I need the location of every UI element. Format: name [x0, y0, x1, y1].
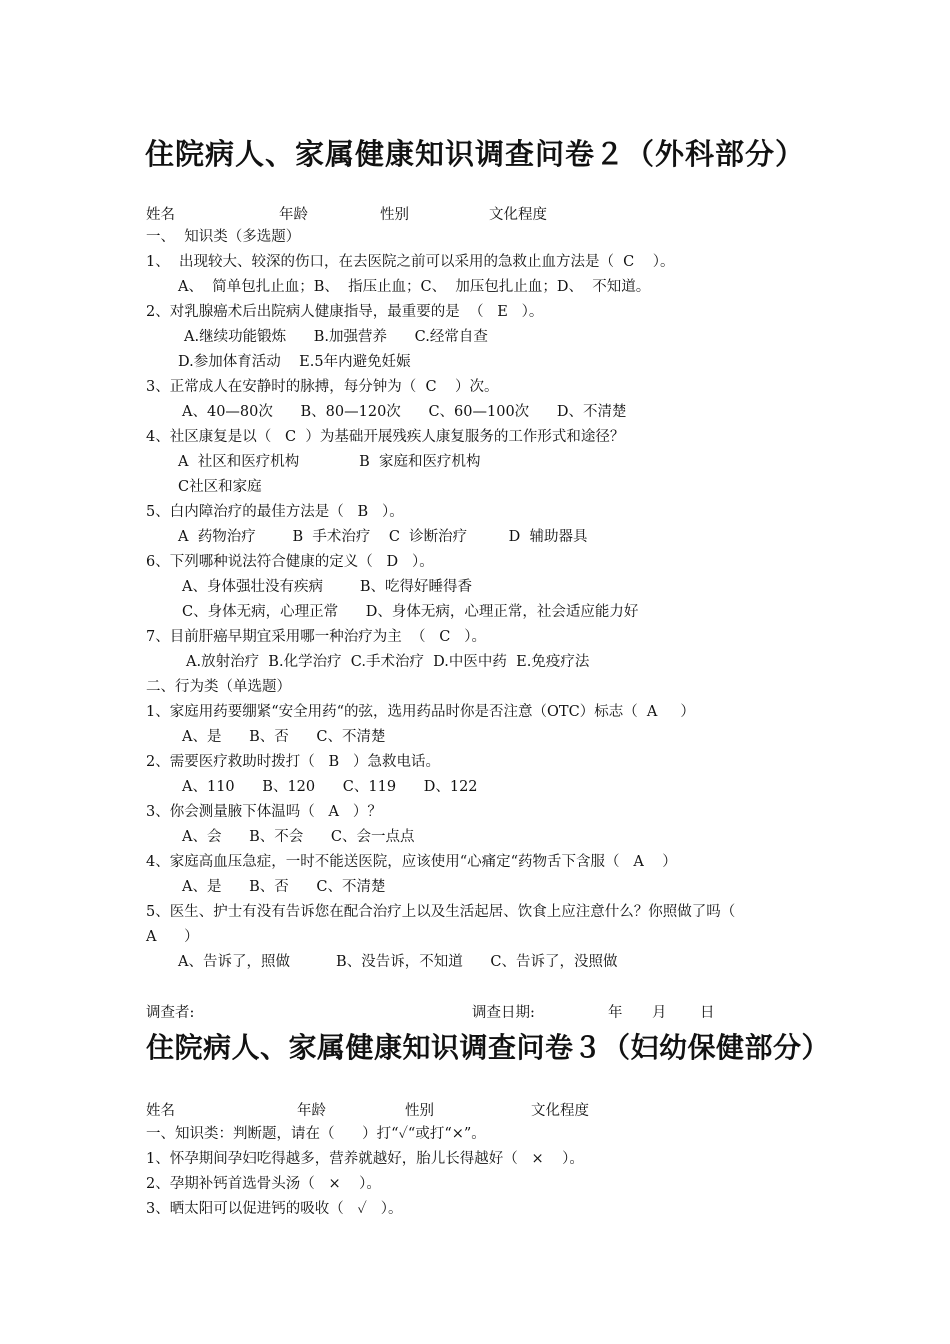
- question: 2、需要医疗救助时拨打（ B ）急救电话。: [146, 754, 441, 770]
- question: 1、怀孕期间孕妇吃得越多，营养就越好，胎儿长得越好（ × ）。: [146, 1151, 584, 1167]
- question: 1、 出现较大、较深的伤口，在去医院之前可以采用的急救止血方法是（ C ）。: [146, 254, 675, 270]
- options: A、是 B、否 C、不清楚: [182, 879, 386, 895]
- date-year: 年: [608, 1005, 623, 1021]
- options: A、110 B、120 C、119 D、122: [182, 779, 478, 795]
- question: 2、对乳腺癌术后出院病人健康指导，最重要的是 （ E ）。: [146, 304, 544, 320]
- field-gender: 性别: [405, 1103, 434, 1119]
- options: C、身体无病，心理正常 D、身体无病，心理正常，社会适应能力好: [182, 604, 639, 620]
- question: 6、下列哪种说法符合健康的定义（ D ）。: [146, 554, 434, 570]
- options: A 药物治疗 B 手术治疗 C 诊断治疗 D 辅助器具: [178, 529, 588, 545]
- field-gender: 性别: [380, 207, 409, 223]
- question: 3、你会测量腋下体温吗（ A ）？: [146, 804, 382, 820]
- field-name: 姓名: [146, 207, 175, 223]
- field-name: 姓名: [146, 1103, 175, 1119]
- options: A、 简单包扎止血；B、 指压止血；C、 加压包扎止血；D、 不知道。: [178, 279, 651, 295]
- question: 4、家庭高血压急症，一时不能送医院，应该使用“心痛定“药物舌下含服（ A ）: [146, 854, 677, 870]
- survey-date-label: 调查日期:: [472, 1005, 535, 1021]
- survey2-title: 住院病人、家属健康知识调查问卷２（外科部分）: [144, 137, 805, 171]
- options: A、身体强壮没有疾病 B、吃得好睡得香: [182, 579, 472, 595]
- options: C社区和家庭: [178, 479, 262, 495]
- question: 5、医生、护士有没有告诉您在配合治疗上以及生活起居、饮食上应注意什么？你照做了吗（: [146, 904, 736, 920]
- survey3-title: 住院病人、家属健康知识调查问卷３（妇幼保健部分）: [146, 1031, 831, 1064]
- section-heading: 一、 知识类（多选题）: [146, 229, 301, 245]
- options: A.放射治疗 B.化学治疗 C.手术治疗 D.中医中药 E.免疫疗法: [186, 654, 590, 670]
- section-heading: 二、行为类（单选题）: [146, 679, 291, 695]
- investigator-label: 调查者:: [146, 1005, 195, 1021]
- question: 4、社区康复是以（ C ）为基础开展残疾人康复服务的工作形式和途径？: [146, 429, 625, 445]
- question: 3、晒太阳可以促进钙的吸收（ ✓ ）。: [146, 1201, 403, 1217]
- question: 2、孕期补钙首选骨头汤（ × ）。: [146, 1176, 381, 1192]
- options: A、告诉了，照做 B、没告诉，不知道 C、告诉了，没照做: [178, 954, 618, 970]
- options: D.参加体育活动 E.5年内避免妊娠: [178, 354, 411, 370]
- field-age: 年龄: [297, 1103, 326, 1119]
- answer: A ）: [146, 929, 199, 945]
- question: 3、正常成人在安静时的脉搏，每分钟为（ C ）次。: [146, 379, 499, 395]
- options: A、40—80次 B、80—120次 C、60—100次 D、不清楚: [182, 404, 627, 420]
- field-age: 年龄: [279, 207, 308, 223]
- question: 1、家庭用药要绷紧“安全用药“的弦，选用药品时你是否注意（OTC）标志（ A ）: [146, 704, 695, 720]
- question: 5、白内障治疗的最佳方法是（ B ）。: [146, 504, 404, 520]
- date-month: 月: [652, 1005, 667, 1021]
- options: A、是 B、否 C、不清楚: [182, 729, 386, 745]
- field-education: 文化程度: [531, 1103, 589, 1119]
- field-education: 文化程度: [489, 207, 547, 223]
- question: 7、目前肝癌早期宜采用哪一种治疗为主 （ C ）。: [146, 629, 486, 645]
- section-heading: 一、知识类：判断题，请在（ ）打“✓“或打“×”。: [146, 1126, 486, 1142]
- options: A、会 B、不会 C、会一点点: [182, 829, 415, 845]
- options: A.继续功能锻炼 B.加强营养 C.经常自查: [184, 329, 488, 345]
- date-day: 日: [700, 1005, 715, 1021]
- options: A 社区和医疗机构 B 家庭和医疗机构: [178, 454, 481, 470]
